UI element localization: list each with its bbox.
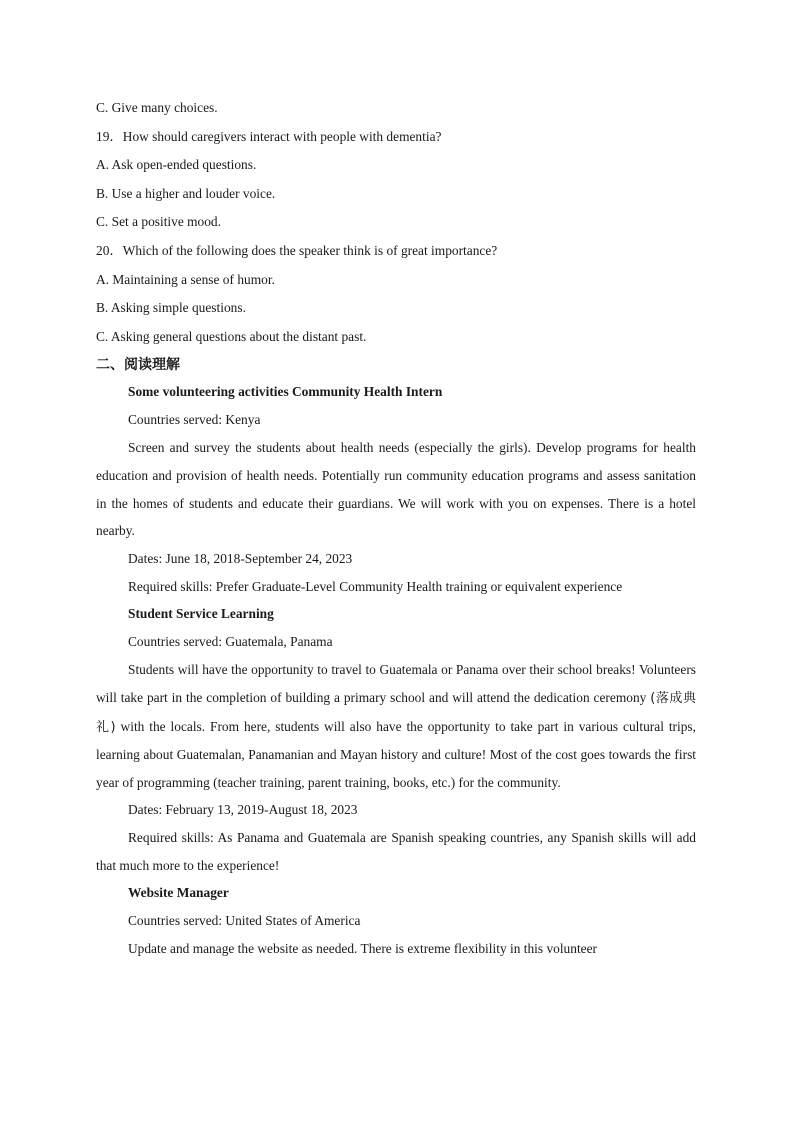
document-page <box>96 94 696 963</box>
activity-description: Update and manage the website as needed. There is extreme flexibility in this volunteer <box>128 941 598 957</box>
activity-dates: Dates: February 13, 2019-August 18, 2023 <box>128 802 358 818</box>
q19-option-a: A. Ask open-ended questions. <box>96 157 257 173</box>
description-text: with the locals. From here, students will also have the opportunity to take part in various cultural trips, learning about Guatemalan, Panamanian and Mayan history and culture! Most of the cost goes towards the first year of programming (teacher training, parent training, books, etc.) for the community. <box>96 718 696 790</box>
activity-dates: Dates: June 18, 2018-September 24, 2023 <box>128 550 353 566</box>
q18-option-c: C. Give many choices. <box>96 100 218 115</box>
q19-option-c: C. Set a positive mood. <box>96 214 221 230</box>
activity-countries: Countries served: Guatemala, Panama <box>128 634 333 650</box>
activity-countries: Countries served: Kenya <box>128 412 261 428</box>
q19-stem: 19．How should caregivers interact with people with dementia? <box>96 128 442 144</box>
q20-stem: 20．Which of the following does the speaker think is of great importance? <box>96 242 498 258</box>
q20-option-b: B. Asking simple questions. <box>96 300 246 316</box>
activity-title: Student Service Learning <box>128 606 274 622</box>
activity-countries: Countries served: United States of America <box>128 913 361 929</box>
activity-description: Screen and survey the students about health needs (especially the girls). Develop programs for health education and provision of health needs. Potentially run community education programs and assess sanitation in the homes of students and educate their guardians. We will work with you on expenses. There is a hotel nearby. <box>96 440 696 539</box>
q19-option-b: B. Use a higher and louder voice. <box>96 185 276 201</box>
chinese-gloss: (落成典礼) <box>96 690 696 735</box>
description-text: Students will have the opportunity to travel to Guatemala or Panama over their school breaks! Volunteers will take part in the completion of building a primary school and will attend the dedication ceremony <box>96 662 696 705</box>
activity-title: Some volunteering activities Community Health Intern <box>128 384 443 400</box>
activity-title: Website Manager <box>128 885 229 901</box>
activity-description <box>96 656 696 796</box>
section-heading: 二、阅读理解 <box>96 357 180 374</box>
activity-skills: Required skills: Prefer Graduate-Level Community Health training or equivalent experience <box>128 578 623 594</box>
activity-skills: Required skills: As Panama and Guatemala are Spanish speaking countries, any Spanish skills will add that much more to the experience! <box>96 830 696 873</box>
q20-option-a: A. Maintaining a sense of humor. <box>96 271 275 287</box>
q20-option-c: C. Asking general questions about the distant past. <box>96 328 367 344</box>
